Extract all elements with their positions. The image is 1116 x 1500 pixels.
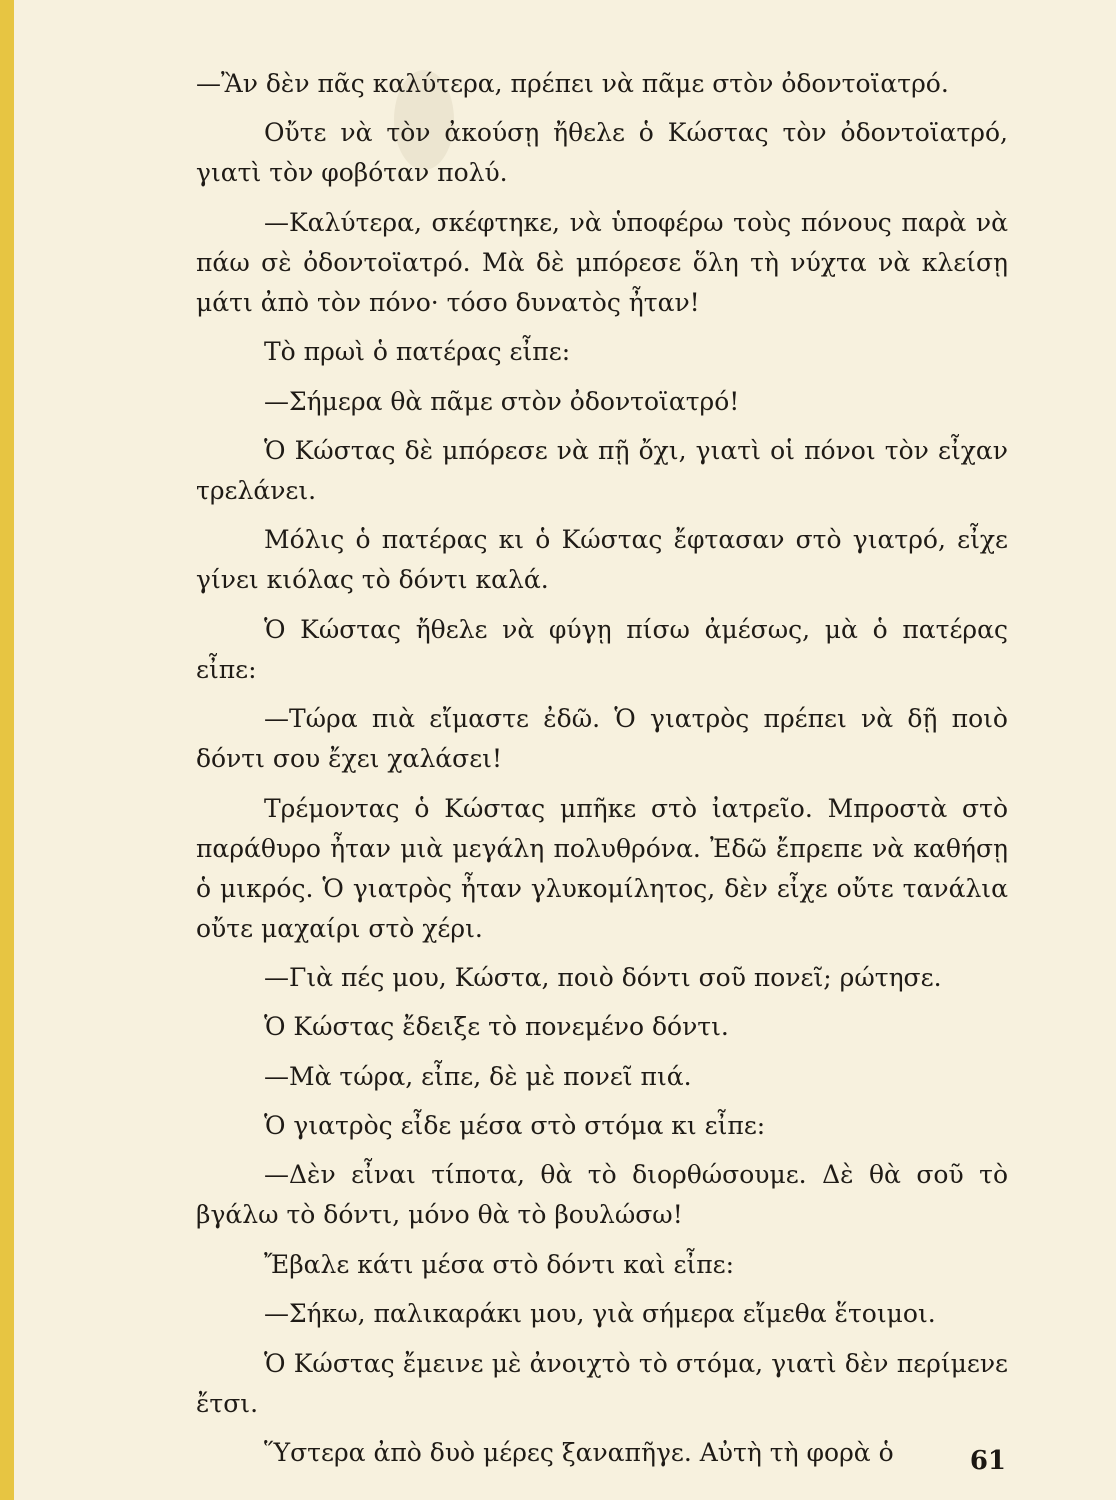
- paragraph-19: Ὕστερα ἀπὸ δυὸ μέρες ξαναπῆγε. Αὐτὴ τὴ φορὰ ὁ: [264, 1438, 894, 1468]
- page-text: [196, 64, 1008, 1482]
- paragraph-13: —Μὰ τώρα, εἶπε, δὲ μὲ πονεῖ πιά.: [264, 1061, 692, 1091]
- paragraph-16: Ἔβαλε κάτι μέσα στὸ δόντι καὶ εἶπε:: [264, 1249, 735, 1279]
- paragraph-12: Ὁ Κώστας ἔδειξε τὸ πονεμένο δόντι.: [264, 1012, 729, 1042]
- paragraph-18: Ὁ Κώστας ἔμεινε μὲ ἀνοιχτὸ τὸ στόμα, γιατὶ δὲν περίμενε ἔτσι.: [196, 1348, 1008, 1418]
- paragraph-6: Ὁ Κώστας δὲ μπόρεσε νὰ πῇ ὄχι, γιατὶ οἱ πόνοι τὸν εἶχαν τρελάνει.: [196, 435, 1008, 505]
- paragraph-2: Οὔτε νὰ τὸν ἀκούσῃ ἤθελε ὁ Κώστας τὸν ὀδοντοϊατρό, γιατὶ τὸν φοβόταν πολύ.: [196, 118, 1008, 188]
- paragraph-1: —Ἂν δὲν πᾶς καλύτερα, πρέπει νὰ πᾶμε στὸν ὀδοντοϊατρό.: [196, 69, 949, 98]
- paragraph-10: Τρέμοντας ὁ Κώστας μπῆκε στὸ ἰατρεῖο. Μπροστὰ στὸ παράθυρο ἦταν μιὰ μεγάλη πολυθρόνα. Ἐδῶ ἔπρεπε νὰ καθήσῃ ὁ μικρός. Ὁ γιατρὸς ἦταν γλυκομίλητος, δὲν εἶχε οὔτε τανάλια οὔτε μαχαίρι στὸ χέρι.: [196, 793, 1008, 943]
- paragraph-8: Ὁ Κώστας ἤθελε νὰ φύγῃ πίσω ἀμέσως, μὰ ὁ πατέρας εἶπε:: [196, 614, 1008, 684]
- paragraph-14: Ὁ γιατρὸς εἶδε μέσα στὸ στόμα κι εἶπε:: [264, 1111, 766, 1141]
- paragraph-3: —Καλύτερα, σκέφτηκε, νὰ ὑποφέρω τοὺς πόνους παρὰ νὰ πάω σὲ ὀδοντοϊατρό. Μὰ δὲ μπόρεσε ὅλη τὴ νύχτα νὰ κλείσῃ μάτι ἀπὸ τὸν πόνο· τόσο δυνατὸς ἦταν!: [196, 207, 1008, 317]
- paragraph-9: —Τώρα πιὰ εἴμαστε ἐδῶ. Ὁ γιατρὸς πρέπει νὰ δῇ ποιὸ δόντι σου ἔχει χαλάσει!: [196, 704, 1008, 774]
- book-binding-edge: [0, 0, 14, 1500]
- paragraph-17: —Σήκω, παλικαράκι μου, γιὰ σήμερα εἴμεθα ἕτοιμοι.: [264, 1299, 936, 1329]
- paragraph-5: —Σήμερα θὰ πᾶμε στὸν ὀδοντοϊατρό!: [264, 386, 740, 416]
- paragraph-7: Μόλις ὁ πατέρας κι ὁ Κώστας ἔφτασαν στὸ γιατρό, εἶχε γίνει κιόλας τὸ δόντι καλά.: [196, 525, 1008, 595]
- paragraph-4: Τὸ πρωὶ ὁ πατέρας εἶπε:: [264, 337, 571, 367]
- page-number: 61: [969, 1446, 1006, 1476]
- paragraph-11: —Γιὰ πές μου, Κώστα, ποιὸ δόντι σοῦ πονεῖ; ρώτησε.: [264, 962, 942, 992]
- paragraph-15: —Δὲν εἶναι τίποτα, θὰ τὸ διορθώσουμε. Δὲ θὰ σοῦ τὸ βγάλω τὸ δόντι, μόνο θὰ τὸ βουλώσω!: [196, 1160, 1008, 1230]
